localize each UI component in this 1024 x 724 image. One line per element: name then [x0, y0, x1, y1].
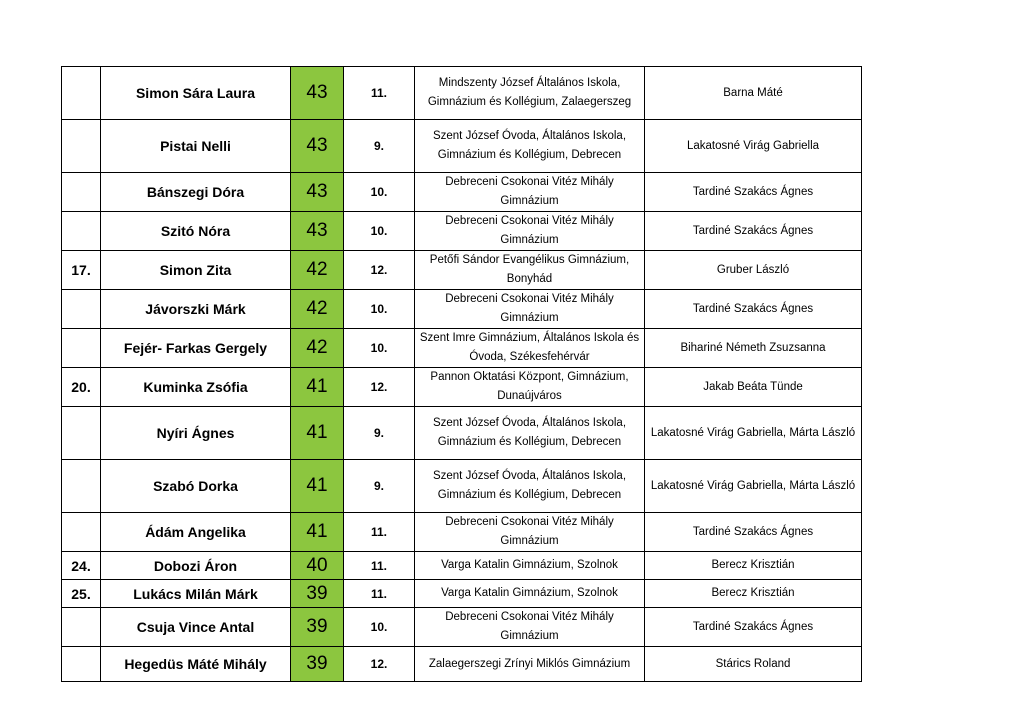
- rank-cell: [62, 290, 101, 329]
- school-cell: Szent József Óvoda, Általános Iskola, Gimnázium és Kollégium, Debrecen: [415, 460, 645, 513]
- student-name-cell: Pistai Nelli: [101, 120, 291, 173]
- table-row: [62, 552, 862, 580]
- table-row: [62, 368, 862, 407]
- student-name-cell: Dobozi Áron: [101, 552, 291, 580]
- student-name-cell: Csuja Vince Antal: [101, 608, 291, 647]
- rank-cell: [62, 120, 101, 173]
- teacher-cell: Lakatosné Virág Gabriella, Márta László: [645, 460, 862, 513]
- rank-cell: [62, 407, 101, 460]
- grade-cell: 9.: [344, 120, 415, 173]
- table-row: [62, 120, 862, 173]
- table-row: [62, 580, 862, 608]
- student-name-cell: Hegedüs Máté Mihály: [101, 647, 291, 682]
- table-row: [62, 173, 862, 212]
- rank-cell: 17.: [62, 251, 101, 290]
- school-cell: Varga Katalin Gimnázium, Szolnok: [415, 552, 645, 580]
- rank-cell: 25.: [62, 580, 101, 608]
- school-cell: Debreceni Csokonai Vitéz Mihály Gimnázium: [415, 173, 645, 212]
- school-cell: Petőfi Sándor Evangélikus Gimnázium, Bonyhád: [415, 251, 645, 290]
- results-table: [61, 66, 862, 682]
- grade-cell: 11.: [344, 552, 415, 580]
- table-row: [62, 290, 862, 329]
- score-cell: 43: [291, 120, 344, 173]
- teacher-cell: Tardiné Szakács Ágnes: [645, 608, 862, 647]
- school-cell: Szent Imre Gimnázium, Általános Iskola és Óvoda, Székesfehérvár: [415, 329, 645, 368]
- grade-cell: 10.: [344, 212, 415, 251]
- score-cell: 43: [291, 67, 344, 120]
- teacher-cell: Berecz Krisztián: [645, 552, 862, 580]
- score-cell: 41: [291, 407, 344, 460]
- score-cell: 41: [291, 460, 344, 513]
- table-row: [62, 212, 862, 251]
- student-name-cell: Lukács Milán Márk: [101, 580, 291, 608]
- rank-cell: [62, 67, 101, 120]
- teacher-cell: Tardiné Szakács Ágnes: [645, 513, 862, 552]
- grade-cell: 11.: [344, 580, 415, 608]
- student-name-cell: Simon Zita: [101, 251, 291, 290]
- score-cell: 39: [291, 580, 344, 608]
- grade-cell: 9.: [344, 460, 415, 513]
- score-cell: 43: [291, 173, 344, 212]
- score-cell: 42: [291, 290, 344, 329]
- teacher-cell: Gruber László: [645, 251, 862, 290]
- student-name-cell: Szabó Dorka: [101, 460, 291, 513]
- student-name-cell: Ádám Angelika: [101, 513, 291, 552]
- teacher-cell: Tardiné Szakács Ágnes: [645, 290, 862, 329]
- rank-cell: 20.: [62, 368, 101, 407]
- grade-cell: 10.: [344, 173, 415, 212]
- score-cell: 43: [291, 212, 344, 251]
- school-cell: Zalaegerszegi Zrínyi Miklós Gimnázium: [415, 647, 645, 682]
- score-cell: 41: [291, 513, 344, 552]
- score-cell: 42: [291, 329, 344, 368]
- student-name-cell: Bánszegi Dóra: [101, 173, 291, 212]
- table-row: [62, 513, 862, 552]
- grade-cell: 11.: [344, 513, 415, 552]
- school-cell: Debreceni Csokonai Vitéz Mihály Gimnázium: [415, 290, 645, 329]
- rank-cell: 24.: [62, 552, 101, 580]
- student-name-cell: Szitó Nóra: [101, 212, 291, 251]
- teacher-cell: Tardiné Szakács Ágnes: [645, 212, 862, 251]
- rank-cell: [62, 173, 101, 212]
- score-cell: 41: [291, 368, 344, 407]
- school-cell: Mindszenty József Általános Iskola, Gimnázium és Kollégium, Zalaegerszeg: [415, 67, 645, 120]
- teacher-cell: Stárics Roland: [645, 647, 862, 682]
- school-cell: Szent József Óvoda, Általános Iskola, Gimnázium és Kollégium, Debrecen: [415, 407, 645, 460]
- student-name-cell: Kuminka Zsófia: [101, 368, 291, 407]
- student-name-cell: Simon Sára Laura: [101, 67, 291, 120]
- score-cell: 42: [291, 251, 344, 290]
- rank-cell: [62, 212, 101, 251]
- rank-cell: [62, 460, 101, 513]
- table-row: [62, 67, 862, 120]
- score-cell: 40: [291, 552, 344, 580]
- student-name-cell: Jávorszki Márk: [101, 290, 291, 329]
- table-row: [62, 647, 862, 682]
- results-table-body: [62, 67, 862, 682]
- teacher-cell: Jakab Beáta Tünde: [645, 368, 862, 407]
- school-cell: Debreceni Csokonai Vitéz Mihály Gimnázium: [415, 608, 645, 647]
- student-name-cell: Nyíri Ágnes: [101, 407, 291, 460]
- school-cell: Debreceni Csokonai Vitéz Mihály Gimnázium: [415, 513, 645, 552]
- school-cell: Pannon Oktatási Központ, Gimnázium, Dunaújváros: [415, 368, 645, 407]
- grade-cell: 10.: [344, 290, 415, 329]
- grade-cell: 10.: [344, 608, 415, 647]
- score-cell: 39: [291, 647, 344, 682]
- table-row: [62, 251, 862, 290]
- teacher-cell: Berecz Krisztián: [645, 580, 862, 608]
- grade-cell: 10.: [344, 329, 415, 368]
- table-row: [62, 608, 862, 647]
- score-cell: 39: [291, 608, 344, 647]
- table-row: [62, 329, 862, 368]
- rank-cell: [62, 329, 101, 368]
- school-cell: Debreceni Csokonai Vitéz Mihály Gimnázium: [415, 212, 645, 251]
- grade-cell: 11.: [344, 67, 415, 120]
- grade-cell: 12.: [344, 368, 415, 407]
- teacher-cell: Tardiné Szakács Ágnes: [645, 173, 862, 212]
- rank-cell: [62, 647, 101, 682]
- grade-cell: 9.: [344, 407, 415, 460]
- student-name-cell: Fejér- Farkas Gergely: [101, 329, 291, 368]
- grade-cell: 12.: [344, 647, 415, 682]
- grade-cell: 12.: [344, 251, 415, 290]
- school-cell: Varga Katalin Gimnázium, Szolnok: [415, 580, 645, 608]
- table-row: [62, 460, 862, 513]
- school-cell: Szent József Óvoda, Általános Iskola, Gimnázium és Kollégium, Debrecen: [415, 120, 645, 173]
- rank-cell: [62, 513, 101, 552]
- rank-cell: [62, 608, 101, 647]
- table-row: [62, 407, 862, 460]
- teacher-cell: Lakatosné Virág Gabriella: [645, 120, 862, 173]
- teacher-cell: Lakatosné Virág Gabriella, Márta László: [645, 407, 862, 460]
- teacher-cell: Bihariné Németh Zsuzsanna: [645, 329, 862, 368]
- teacher-cell: Barna Máté: [645, 67, 862, 120]
